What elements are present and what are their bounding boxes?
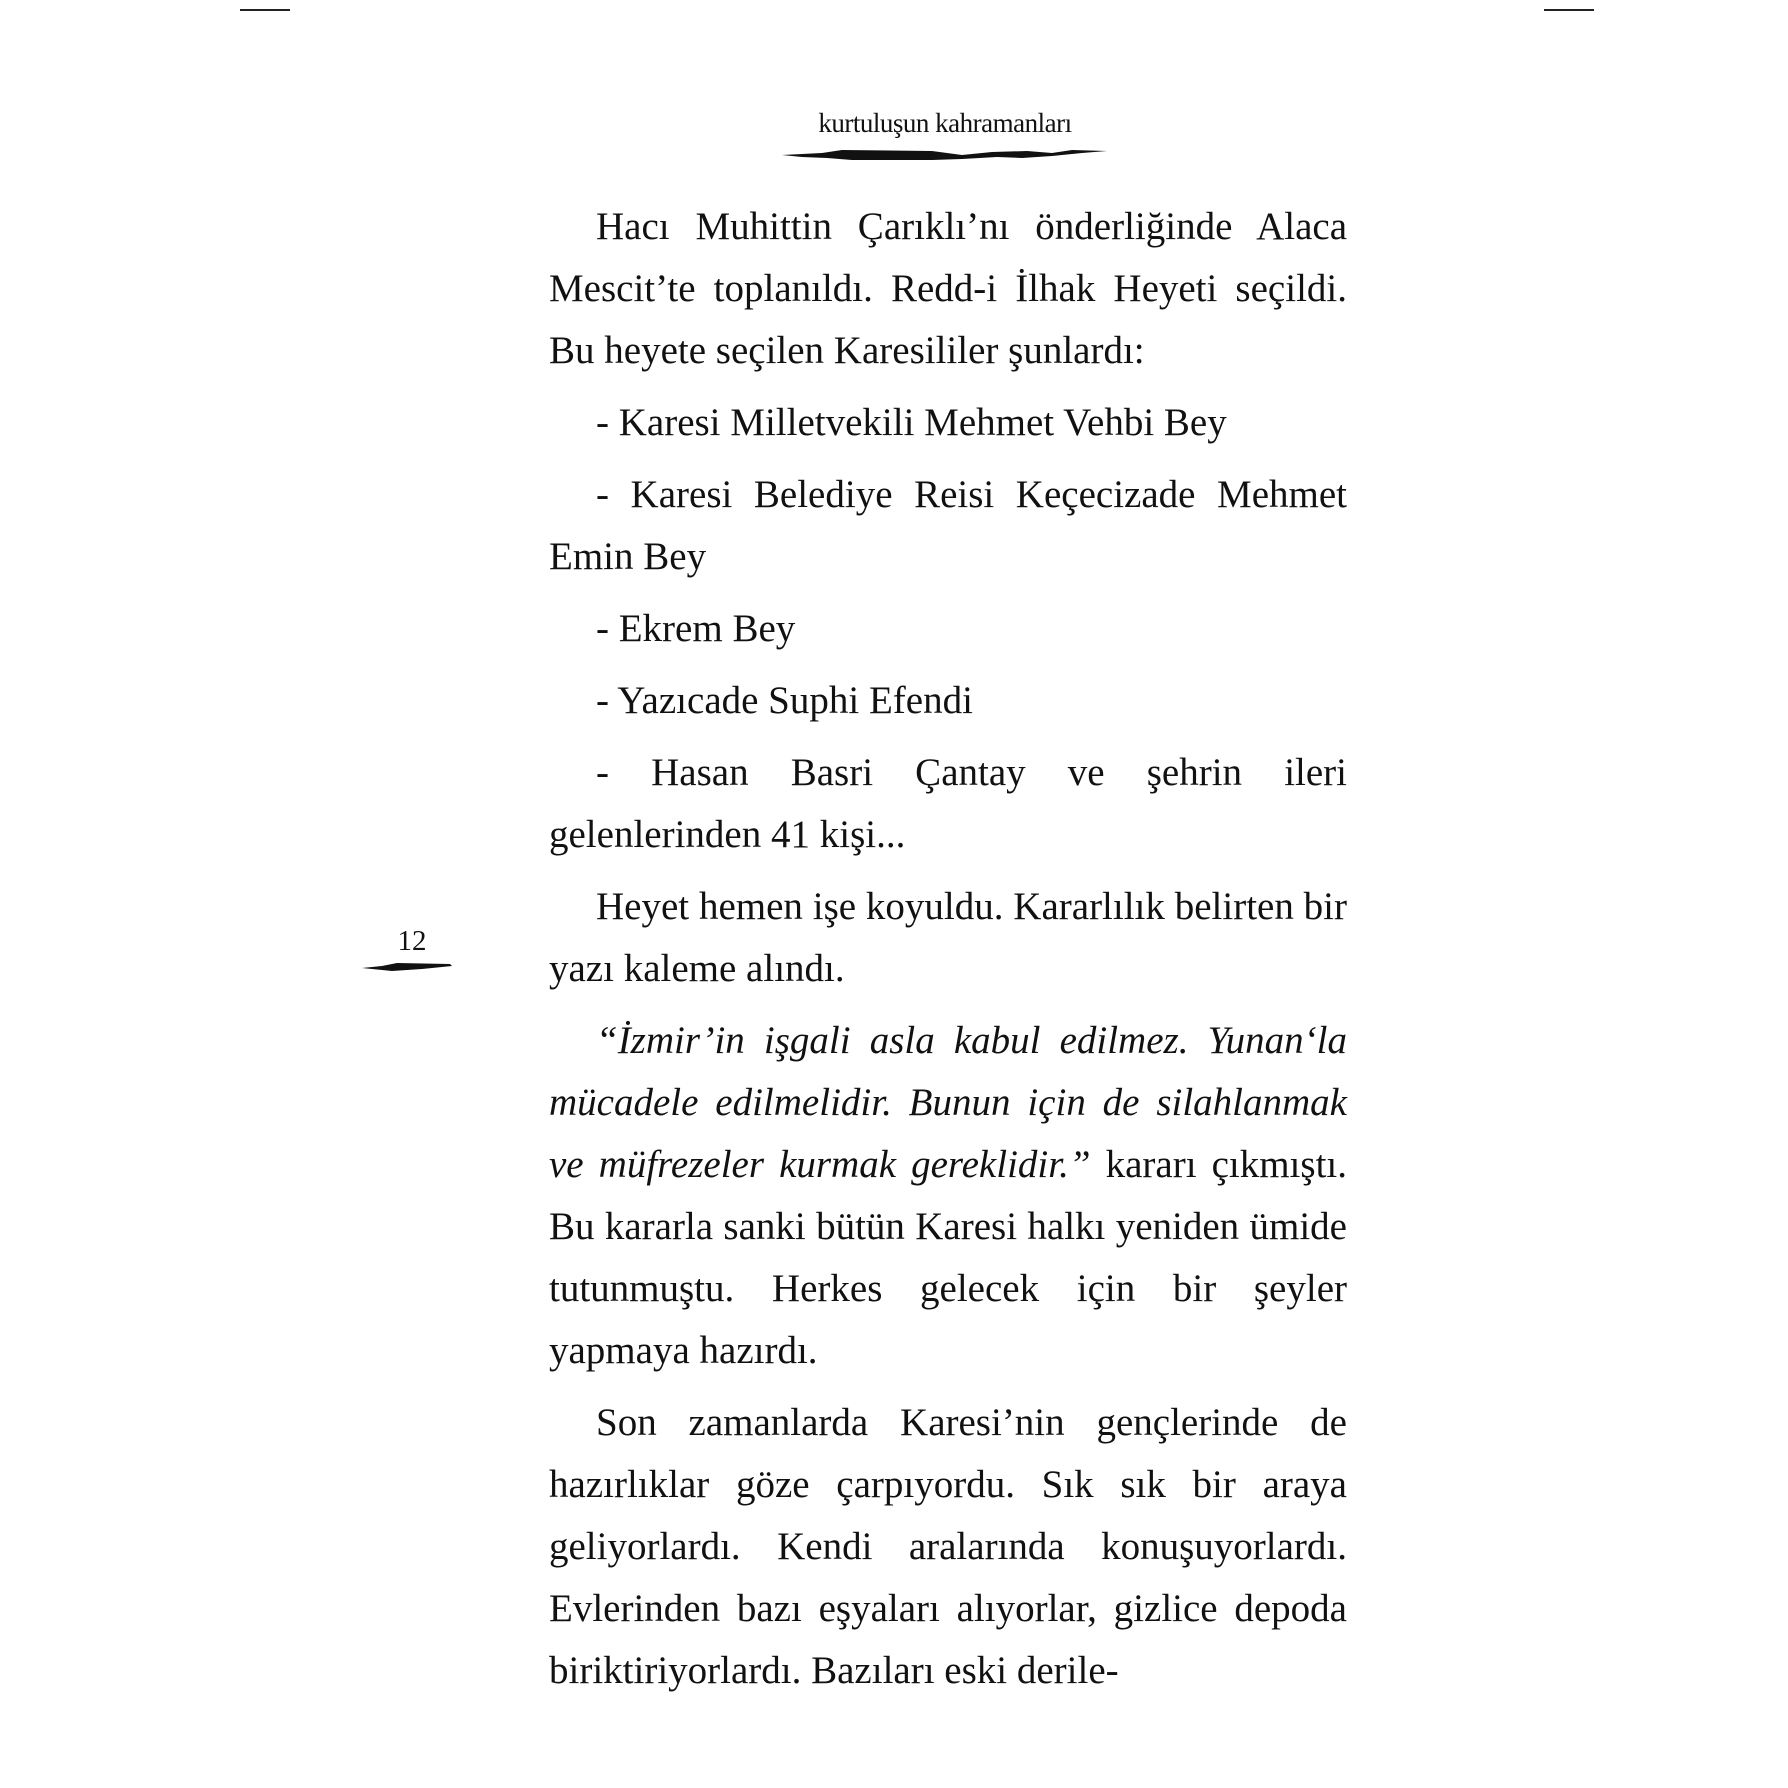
crop-mark-right [1544,9,1594,11]
header-swash-ornament [782,146,1107,164]
paragraph-text: kararı çıkmıştı. Bu kararla sanki bütün Karesi halkı yeniden ümide tutunmuştu. Herkes gelecek için bir şeyler yapmaya hazırdı. [549,1143,1347,1372]
list-item: - Karesi Belediye Reisi Keçecizade Mehmet Emin Bey [549,473,1347,578]
running-head: kurtuluşun kahramanları [818,108,1072,138]
page-number-swash-ornament [362,960,452,974]
body-text [549,196,1347,1712]
quote-text: “İzmir’in işgali asla kabul edilmez. Yunan‘la mücadele edilmelidir. Bunun için de silahlanmak ve müfrezeler kurmak gereklidir.” [549,1019,1347,1186]
paragraph: Hacı Muhittin Çarıklı’nı önderliğinde Alaca Mescit’te toplanıldı. Redd-i İlhak Heyeti seçildi. Bu heyete seçilen Karesililer şunlardı: [549,205,1347,372]
paragraph: Heyet hemen işe koyuldu. Kararlılık belirten bir yazı kaleme alındı. [549,885,1347,990]
page-number: 12 [397,925,427,957]
crop-mark-left [240,9,290,11]
list-item: - Karesi Milletvekili Mehmet Vehbi Bey [596,401,1227,444]
paragraph [549,1010,1347,1382]
list-item: - Hasan Basri Çantay ve şehrin ileri gelenlerinden 41 kişi... [549,751,1347,856]
list-item: - Yazıcade Suphi Efendi [596,679,973,722]
list-item: - Ekrem Bey [596,607,796,650]
paragraph: Son zamanlarda Karesi’nin gençlerinde de hazırlıklar göze çarpıyordu. Sık sık bir araya geliyorlardı. Kendi aralarında konuşuyorlardı. Evlerinden bazı eşyaları alıyorlar, gizlice depoda biriktiriyorlardı. Bazıları eski derile- [549,1401,1347,1692]
